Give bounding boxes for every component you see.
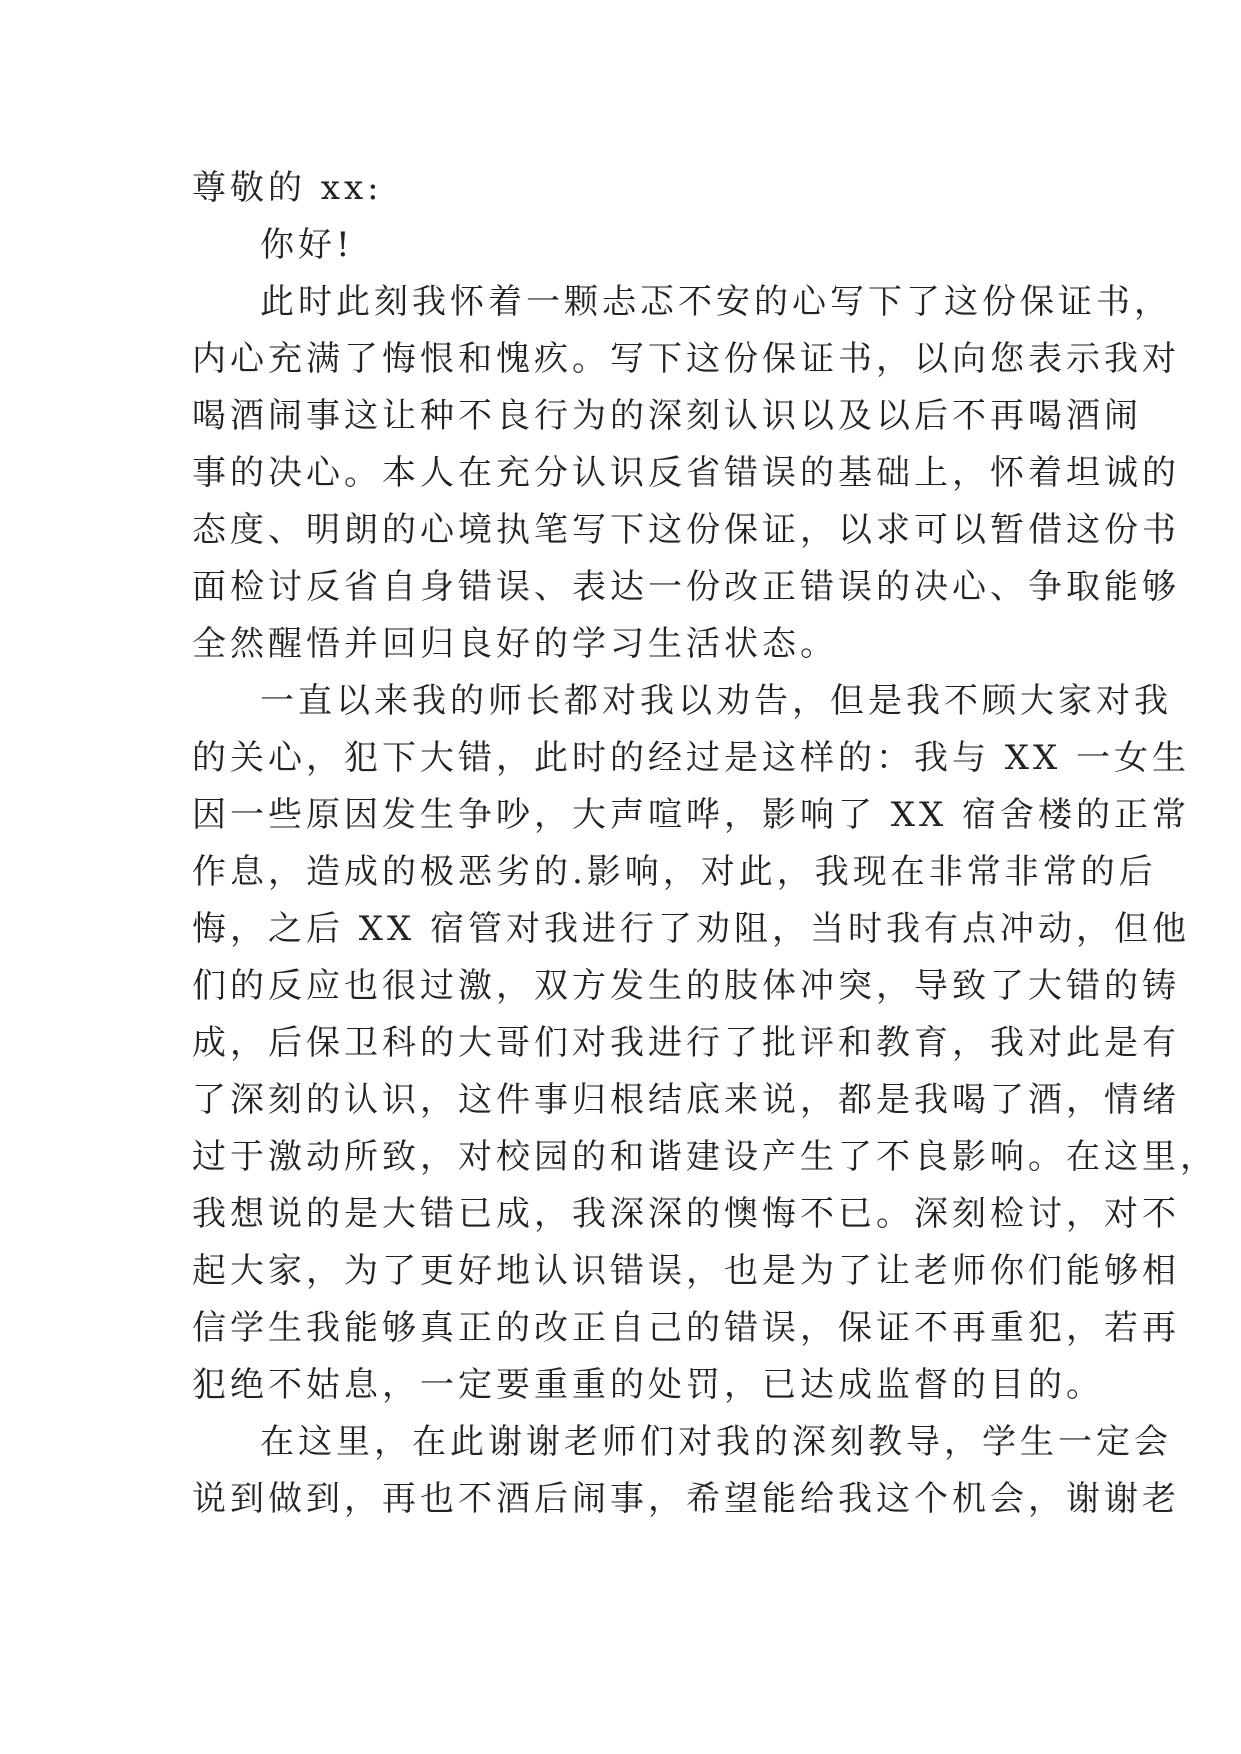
- paragraph-2-line: 成，后保卫科的大哥们对我进行了批评和教育，我对此是有: [192, 1023, 1180, 1063]
- paragraph-1-line: 喝酒闹事这让种不良行为的深刻认识以及以后不再喝酒闹: [192, 396, 1142, 436]
- paragraph-1-line: 全然醒悟并回归良好的学习生活状态。: [192, 624, 838, 664]
- paragraph-3-line: 说到做到，再也不酒后闹事，希望能给我这个机会，谢谢老: [192, 1479, 1180, 1519]
- paragraph-2-line: 了深刻的认识，这件事归根结底来说，都是我喝了酒，情绪: [192, 1080, 1180, 1120]
- paragraph-2-line: 一直以来我的师长都对我以劝告，但是我不顾大家对我: [260, 681, 1172, 721]
- paragraph-2-line: 起大家，为了更好地认识错误，也是为了让老师你们能够相: [192, 1251, 1180, 1291]
- paragraph-2-line: 因一些原因发生争吵，大声喧哗，影响了 XX 宿舍楼的正常: [192, 795, 1191, 835]
- paragraph-2-line: 悔，之后 XX 宿管对我进行了劝阻，当时我有点冲动，但他: [192, 909, 1191, 949]
- paragraph-2-line: 我想说的是大错已成，我深深的懊悔不已。深刻检讨，对不: [192, 1194, 1180, 1234]
- paragraph-1-line: 事的决心。本人在充分认识反省错误的基础上，怀着坦诚的: [192, 453, 1180, 493]
- paragraph-2-line: 们的反应也很过激，双方发生的肢体冲突，导致了大错的铸: [192, 966, 1180, 1006]
- paragraph-2-line: 作息，造成的极恶劣的.影响，对此，我现在非常非常的后: [192, 852, 1157, 892]
- salutation: 尊敬的 xx:: [192, 168, 383, 208]
- paragraph-3-line: 在这里，在此谢谢老师们对我的深刻教导，学生一定会: [260, 1422, 1172, 1462]
- letter-body: [192, 160, 1218, 1528]
- paragraph-1-line: 态度、明朗的心境执笔写下这份保证，以求可以暂借这份书: [192, 510, 1180, 550]
- paragraph-1-line: 此时此刻我怀着一颗忐忑不安的心写下了这份保证书，: [260, 282, 1172, 322]
- paragraph-2-line: 信学生我能够真正的改正自己的错误，保证不再重犯，若再: [192, 1308, 1180, 1348]
- paragraph-2-line: 过于激动所致，对校园的和谐建设产生了不良影响。在这里，: [192, 1137, 1218, 1177]
- paragraph-2-line: 的关心，犯下大错，此时的经过是这样的：我与 XX 一女生: [192, 738, 1191, 778]
- paragraph-2-line: 犯绝不姑息，一定要重重的处罚，已达成监督的目的。: [192, 1365, 1104, 1405]
- paragraph-1-line: 面检讨反省自身错误、表达一份改正错误的决心、争取能够: [192, 567, 1180, 607]
- paragraph-1-line: 内心充满了悔恨和愧疚。写下这份保证书，以向您表示我对: [192, 339, 1180, 379]
- greeting: 你好!: [260, 225, 354, 265]
